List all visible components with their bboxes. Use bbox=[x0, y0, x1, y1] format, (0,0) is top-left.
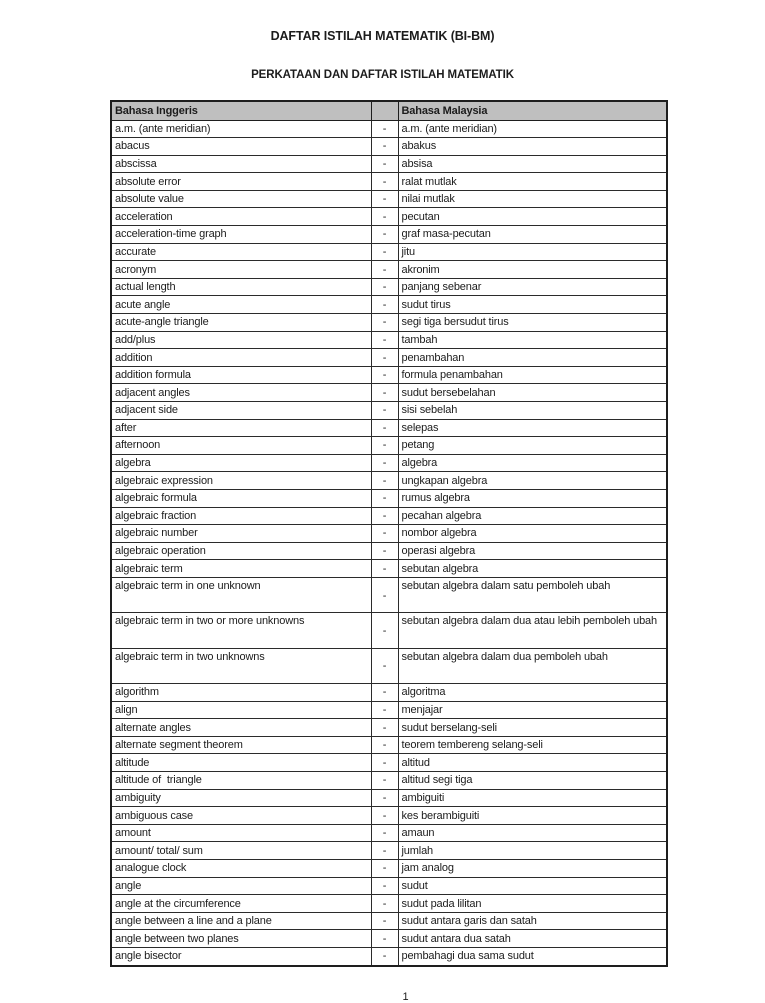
separator-cell: - bbox=[371, 173, 398, 191]
malay-term-cell: teorem tembereng selang-seli bbox=[398, 736, 667, 754]
page-number: 1 bbox=[402, 990, 409, 1003]
malay-term-cell: sebutan algebra dalam satu pemboleh ubah bbox=[398, 577, 667, 612]
separator-cell: - bbox=[371, 261, 398, 279]
separator-cell: - bbox=[371, 226, 398, 244]
separator-cell: - bbox=[371, 560, 398, 578]
malay-term-cell: altitud bbox=[398, 754, 667, 772]
malay-term-cell: sisi sebelah bbox=[398, 402, 667, 420]
malay-term-cell: a.m. (ante meridian) bbox=[398, 120, 667, 138]
header-separator bbox=[371, 101, 398, 120]
table-row bbox=[111, 226, 667, 244]
table-row bbox=[111, 173, 667, 191]
malay-term-cell: abakus bbox=[398, 138, 667, 156]
english-term-cell: accurate bbox=[111, 243, 371, 261]
malay-term-cell: jam analog bbox=[398, 860, 667, 878]
table-row bbox=[111, 454, 667, 472]
header-malay: Bahasa Malaysia bbox=[398, 101, 667, 120]
english-term-cell: addition formula bbox=[111, 366, 371, 384]
table-row bbox=[111, 489, 667, 507]
table-row bbox=[111, 877, 667, 895]
separator-cell: - bbox=[371, 877, 398, 895]
separator-cell: - bbox=[371, 472, 398, 490]
separator-cell: - bbox=[371, 684, 398, 702]
table-row bbox=[111, 366, 667, 384]
separator-cell: - bbox=[371, 243, 398, 261]
malay-term-cell: sudut berselang-seli bbox=[398, 719, 667, 737]
table-row bbox=[111, 190, 667, 208]
separator-cell: - bbox=[371, 331, 398, 349]
english-term-cell: algebraic expression bbox=[111, 472, 371, 490]
malay-term-cell: penambahan bbox=[398, 349, 667, 367]
table-row bbox=[111, 296, 667, 314]
malay-term-cell: absisa bbox=[398, 155, 667, 173]
english-term-cell: algebraic number bbox=[111, 525, 371, 543]
page-title: DAFTAR ISTILAH MATEMATIK (BI-BM) bbox=[270, 29, 495, 43]
separator-cell: - bbox=[371, 754, 398, 772]
table-row bbox=[111, 278, 667, 296]
table-row bbox=[111, 208, 667, 226]
malay-term-cell: jumlah bbox=[398, 842, 667, 860]
separator-cell: - bbox=[371, 366, 398, 384]
english-term-cell: algebraic term in two or more unknowns bbox=[111, 613, 371, 648]
english-term-cell: absolute error bbox=[111, 173, 371, 191]
separator-cell: - bbox=[371, 208, 398, 226]
separator-cell: - bbox=[371, 842, 398, 860]
english-term-cell: altitude of triangle bbox=[111, 772, 371, 790]
separator-cell: - bbox=[371, 384, 398, 402]
separator-cell: - bbox=[371, 437, 398, 455]
separator-cell: - bbox=[371, 314, 398, 332]
english-term-cell: altitude bbox=[111, 754, 371, 772]
header-english: Bahasa Inggeris bbox=[111, 101, 371, 120]
table-row bbox=[111, 243, 667, 261]
separator-cell: - bbox=[371, 719, 398, 737]
english-term-cell: afternoon bbox=[111, 437, 371, 455]
separator-cell: - bbox=[371, 402, 398, 420]
table-row bbox=[111, 138, 667, 156]
separator-cell: - bbox=[371, 824, 398, 842]
english-term-cell: ambiguity bbox=[111, 789, 371, 807]
malay-term-cell: sebutan algebra dalam dua pemboleh ubah bbox=[398, 648, 667, 683]
table-row bbox=[111, 419, 667, 437]
malay-term-cell: ralat mutlak bbox=[398, 173, 667, 191]
english-term-cell: a.m. (ante meridian) bbox=[111, 120, 371, 138]
table-row bbox=[111, 912, 667, 930]
separator-cell: - bbox=[371, 860, 398, 878]
english-term-cell: alternate segment theorem bbox=[111, 736, 371, 754]
english-term-cell: abacus bbox=[111, 138, 371, 156]
english-term-cell: alternate angles bbox=[111, 719, 371, 737]
malay-term-cell: graf masa-pecutan bbox=[398, 226, 667, 244]
table-row bbox=[111, 772, 667, 790]
english-term-cell: algebraic formula bbox=[111, 489, 371, 507]
separator-cell: - bbox=[371, 542, 398, 560]
table-row bbox=[111, 261, 667, 279]
table-row bbox=[111, 948, 667, 966]
separator-cell: - bbox=[371, 736, 398, 754]
malay-term-cell: nilai mutlak bbox=[398, 190, 667, 208]
malay-term-cell: ambiguiti bbox=[398, 789, 667, 807]
english-term-cell: angle between two planes bbox=[111, 930, 371, 948]
separator-cell: - bbox=[371, 912, 398, 930]
malay-term-cell: jitu bbox=[398, 243, 667, 261]
malay-term-cell: pecahan algebra bbox=[398, 507, 667, 525]
malay-term-cell: akronim bbox=[398, 261, 667, 279]
separator-cell: - bbox=[371, 120, 398, 138]
malay-term-cell: ungkapan algebra bbox=[398, 472, 667, 490]
english-term-cell: ambiguous case bbox=[111, 807, 371, 825]
separator-cell: - bbox=[371, 296, 398, 314]
english-term-cell: algebraic fraction bbox=[111, 507, 371, 525]
malay-term-cell: operasi algebra bbox=[398, 542, 667, 560]
table-row bbox=[111, 648, 667, 683]
english-term-cell: align bbox=[111, 701, 371, 719]
english-term-cell: abscissa bbox=[111, 155, 371, 173]
malay-term-cell: nombor algebra bbox=[398, 525, 667, 543]
glossary-table bbox=[110, 100, 668, 967]
table-row bbox=[111, 736, 667, 754]
malay-term-cell: sudut antara garis dan satah bbox=[398, 912, 667, 930]
table-row bbox=[111, 842, 667, 860]
table-row bbox=[111, 120, 667, 138]
english-term-cell: amount bbox=[111, 824, 371, 842]
english-term-cell: acute-angle triangle bbox=[111, 314, 371, 332]
table-row bbox=[111, 860, 667, 878]
malay-term-cell: segi tiga bersudut tirus bbox=[398, 314, 667, 332]
table-row bbox=[111, 525, 667, 543]
table-row bbox=[111, 719, 667, 737]
table-row bbox=[111, 472, 667, 490]
separator-cell: - bbox=[371, 930, 398, 948]
separator-cell: - bbox=[371, 701, 398, 719]
separator-cell: - bbox=[371, 489, 398, 507]
table-row bbox=[111, 930, 667, 948]
malay-term-cell: rumus algebra bbox=[398, 489, 667, 507]
table-row bbox=[111, 789, 667, 807]
header-row bbox=[111, 101, 667, 120]
malay-term-cell: tambah bbox=[398, 331, 667, 349]
english-term-cell: acronym bbox=[111, 261, 371, 279]
table-body bbox=[111, 120, 667, 966]
malay-term-cell: sudut pada lilitan bbox=[398, 895, 667, 913]
separator-cell: - bbox=[371, 278, 398, 296]
separator-cell: - bbox=[371, 613, 398, 648]
table-row bbox=[111, 613, 667, 648]
malay-term-cell: algoritma bbox=[398, 684, 667, 702]
english-term-cell: absolute value bbox=[111, 190, 371, 208]
table-row bbox=[111, 754, 667, 772]
separator-cell: - bbox=[371, 155, 398, 173]
separator-cell: - bbox=[371, 807, 398, 825]
table-row bbox=[111, 314, 667, 332]
english-term-cell: amount/ total/ sum bbox=[111, 842, 371, 860]
english-term-cell: angle bisector bbox=[111, 948, 371, 966]
table-row bbox=[111, 155, 667, 173]
malay-term-cell: kes berambiguiti bbox=[398, 807, 667, 825]
english-term-cell: angle between a line and a plane bbox=[111, 912, 371, 930]
separator-cell: - bbox=[371, 577, 398, 612]
english-term-cell: algorithm bbox=[111, 684, 371, 702]
table-row bbox=[111, 331, 667, 349]
table-row bbox=[111, 402, 667, 420]
malay-term-cell: algebra bbox=[398, 454, 667, 472]
table-row bbox=[111, 560, 667, 578]
english-term-cell: angle bbox=[111, 877, 371, 895]
separator-cell: - bbox=[371, 349, 398, 367]
english-term-cell: actual length bbox=[111, 278, 371, 296]
malay-term-cell: altitud segi tiga bbox=[398, 772, 667, 790]
separator-cell: - bbox=[371, 138, 398, 156]
table-row bbox=[111, 507, 667, 525]
separator-cell: - bbox=[371, 948, 398, 966]
separator-cell: - bbox=[371, 419, 398, 437]
separator-cell: - bbox=[371, 190, 398, 208]
english-term-cell: algebraic term in two unknowns bbox=[111, 648, 371, 683]
english-term-cell: algebraic operation bbox=[111, 542, 371, 560]
table-header bbox=[111, 101, 667, 120]
table-row bbox=[111, 437, 667, 455]
page-subtitle: PERKATAAN DAN DAFTAR ISTILAH MATEMATIK bbox=[251, 69, 514, 81]
english-term-cell: angle at the circumference bbox=[111, 895, 371, 913]
table-row bbox=[111, 349, 667, 367]
table-row bbox=[111, 824, 667, 842]
english-term-cell: adjacent angles bbox=[111, 384, 371, 402]
table-row bbox=[111, 577, 667, 612]
malay-term-cell: sudut bbox=[398, 877, 667, 895]
malay-term-cell: sebutan algebra bbox=[398, 560, 667, 578]
english-term-cell: algebraic term in one unknown bbox=[111, 577, 371, 612]
separator-cell: - bbox=[371, 454, 398, 472]
malay-term-cell: sudut antara dua satah bbox=[398, 930, 667, 948]
malay-term-cell: sebutan algebra dalam dua atau lebih pemboleh ubah bbox=[398, 613, 667, 648]
malay-term-cell: petang bbox=[398, 437, 667, 455]
english-term-cell: acute angle bbox=[111, 296, 371, 314]
english-term-cell: acceleration-time graph bbox=[111, 226, 371, 244]
separator-cell: - bbox=[371, 789, 398, 807]
table-row bbox=[111, 384, 667, 402]
malay-term-cell: sudut bersebelahan bbox=[398, 384, 667, 402]
table-row bbox=[111, 684, 667, 702]
separator-cell: - bbox=[371, 895, 398, 913]
malay-term-cell: panjang sebenar bbox=[398, 278, 667, 296]
table-row bbox=[111, 895, 667, 913]
table-row bbox=[111, 807, 667, 825]
english-term-cell: add/plus bbox=[111, 331, 371, 349]
english-term-cell: acceleration bbox=[111, 208, 371, 226]
separator-cell: - bbox=[371, 507, 398, 525]
malay-term-cell: selepas bbox=[398, 419, 667, 437]
malay-term-cell: amaun bbox=[398, 824, 667, 842]
english-term-cell: analogue clock bbox=[111, 860, 371, 878]
separator-cell: - bbox=[371, 648, 398, 683]
english-term-cell: algebra bbox=[111, 454, 371, 472]
table-row bbox=[111, 701, 667, 719]
malay-term-cell: menjajar bbox=[398, 701, 667, 719]
english-term-cell: adjacent side bbox=[111, 402, 371, 420]
separator-cell: - bbox=[371, 525, 398, 543]
english-term-cell: addition bbox=[111, 349, 371, 367]
english-term-cell: after bbox=[111, 419, 371, 437]
malay-term-cell: pecutan bbox=[398, 208, 667, 226]
malay-term-cell: pembahagi dua sama sudut bbox=[398, 948, 667, 966]
malay-term-cell: sudut tirus bbox=[398, 296, 667, 314]
table-row bbox=[111, 542, 667, 560]
malay-term-cell: formula penambahan bbox=[398, 366, 667, 384]
english-term-cell: algebraic term bbox=[111, 560, 371, 578]
separator-cell: - bbox=[371, 772, 398, 790]
